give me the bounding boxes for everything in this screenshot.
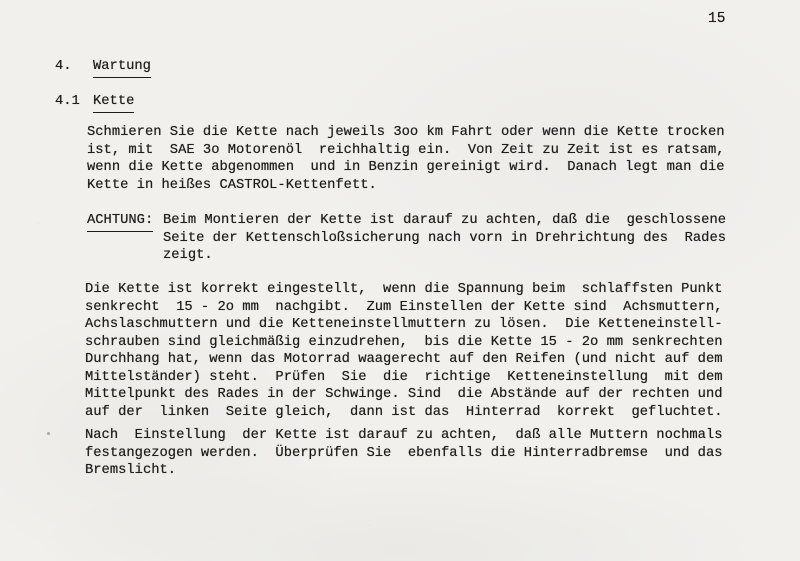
text-line: ist, mit SAE 3o Motorenöl reichhaltig ein. Von Zeit zu Zeit ist es ratsam, — [87, 142, 725, 158]
paragraph-adjustment — [85, 281, 723, 421]
text-line: Seite der Kettenschloßsicherung nach vorn in Drehrichtung des Rades — [163, 230, 727, 246]
text-line: Kette in heißes CASTROL-Kettenfett. — [87, 177, 377, 193]
text-line: Die Kette ist korrekt eingestellt, wenn die Spannung beim schlaffsten Punkt — [85, 282, 723, 297]
text-line: Bremslicht. — [85, 463, 177, 478]
text-line: Achslaschmuttern und die Ketteneinstellmuttern zu lösen. Die Ketteneinstell- — [85, 317, 723, 332]
page-number: 15 — [708, 11, 726, 27]
section-heading-kette — [55, 93, 134, 113]
text-line: schrauben sind gleichmäßig einzudrehen, bis die Kette 15 - 2o mm senkrechten — [85, 334, 723, 350]
paragraph-final-check — [85, 427, 723, 480]
warning-label — [87, 212, 163, 232]
subsection-title: Kette — [93, 93, 134, 113]
warning-label-text: ACHTUNG: — [87, 212, 153, 232]
text-line: Beim Montieren der Kette ist darauf zu achten, daß die geschlossene — [163, 213, 727, 228]
subsection-number: 4.1 — [55, 94, 80, 109]
text-line: auf der linken Seite gleich, dann ist das Hinterrad korrekt gefluchtet. — [85, 404, 723, 420]
text-line: zeigt. — [163, 248, 213, 263]
text-line: Mittelpunkt des Rades in der Schwinge. Sind die Abstände auf der rechten und — [85, 387, 723, 402]
warning-content — [163, 212, 726, 265]
text-line: Schmieren Sie die Kette nach jeweils 3oo km Fahrt oder wenn die Kette trocken — [87, 125, 725, 140]
section-number: 4. — [55, 59, 72, 74]
text-line: wenn die Kette abgenommen und in Benzin gereinigt wird. Danach legt man die — [87, 160, 725, 175]
text-line: Mittelständer) steht. Prüfen Sie die richtige Ketteneinstellung mit dem — [85, 369, 723, 385]
paragraph-lubrication — [87, 124, 725, 194]
text-line: Durchhang hat, wenn das Motorrad waagerecht auf den Reifen (und nicht auf dem — [85, 352, 723, 367]
warning-block — [87, 212, 726, 265]
text-line: senkrecht 15 - 2o mm nachgibt. Zum Einstellen der Kette sind Achsmuttern, — [85, 299, 723, 315]
section-heading-wartung — [55, 58, 151, 78]
text-line: Nach Einstellung der Kette ist darauf zu achten, daß alle Muttern nochmals — [85, 428, 723, 443]
text-line: festangezogen werden. Überprüfen Sie ebenfalls die Hinterradbremse und das — [85, 445, 723, 461]
section-title: Wartung — [93, 58, 151, 78]
